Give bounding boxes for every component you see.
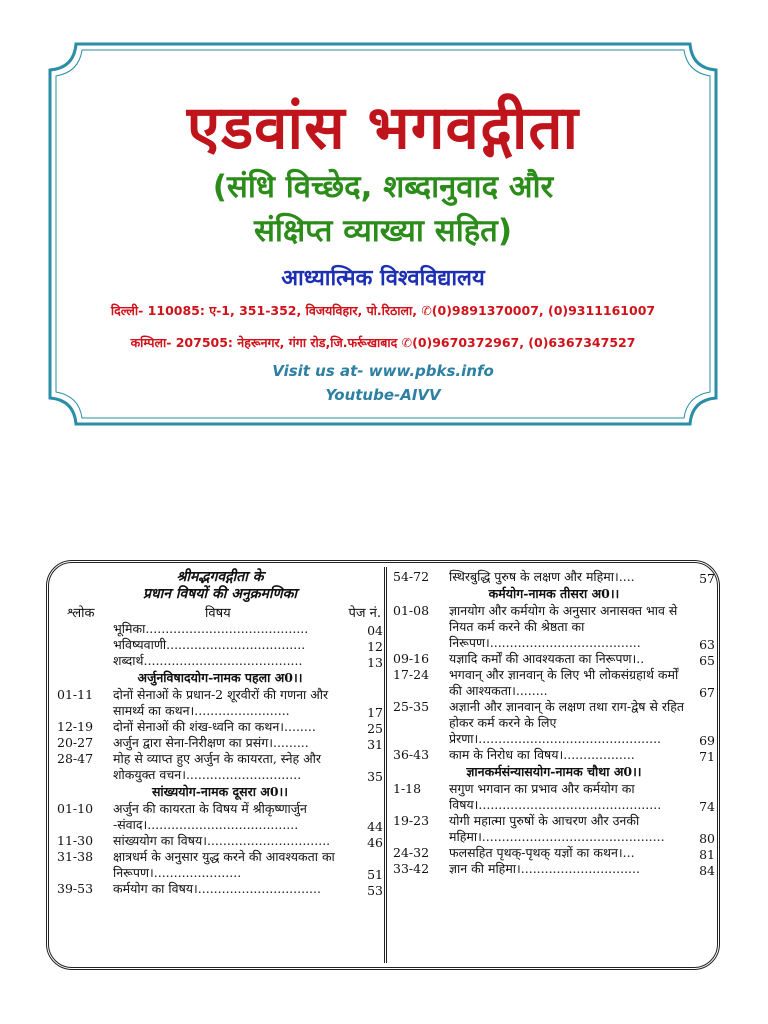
chapter-heading: कर्मयोग-नामक तीसरा अ0।। — [488, 586, 620, 601]
page-number: 74 — [699, 799, 715, 814]
index-row — [57, 833, 383, 849]
index-header-row — [57, 603, 383, 621]
shlok-range: 17-24 — [393, 667, 430, 682]
page-number: 31 — [367, 737, 383, 752]
shlok-range: 25-35 — [393, 699, 430, 714]
page-number: 71 — [699, 749, 715, 764]
index-row — [393, 651, 715, 667]
page-number: 04 — [367, 623, 383, 638]
index-row — [57, 751, 383, 783]
header-vishay: विषय — [205, 606, 231, 621]
index-rows-right — [393, 569, 715, 877]
shlok-range: 39-53 — [57, 881, 94, 896]
shlok-range: 24-32 — [393, 845, 430, 860]
page-number: 63 — [699, 637, 715, 652]
index-title-line-1: श्रीमद्भगवद्गीता के — [176, 569, 264, 585]
index-row — [57, 801, 383, 833]
topic-text: सगुण भगवान का प्रभाव और कर्मयोग का विषय।.............................................. — [449, 781, 662, 812]
index-rows-left — [57, 621, 383, 897]
topic-text: फलसहित पृथक्-पृथक् यज्ञों का कथन।... — [449, 845, 635, 860]
index-row — [393, 569, 715, 585]
header-shlok: श्लोक — [67, 606, 95, 621]
shlok-range: 1-18 — [393, 781, 422, 796]
index-row — [57, 719, 383, 735]
page-number: 65 — [699, 653, 715, 668]
header-page: पेज नं. — [348, 606, 381, 621]
topic-text: शब्दार्थ........................................ — [113, 653, 303, 668]
topic-text: क्षात्रधर्म के अनुसार युद्ध करने की आवश्यकता का निरूपण।...................... — [113, 849, 335, 880]
page-number: 51 — [367, 867, 383, 882]
address-delhi: दिल्ली- 110085: ए-1, 351-352, विजयविहार, पो.रिठाला, ✆(0)9891370007, (0)9311161007 — [110, 303, 656, 318]
page-number: 13 — [367, 655, 383, 670]
index-row — [393, 747, 715, 763]
index-column-right — [393, 569, 715, 877]
topic-text: स्थिरबुद्धि पुरुष के लक्षण और महिमा।.... — [449, 569, 635, 584]
index-column-left — [57, 569, 383, 897]
index-row — [393, 813, 715, 845]
shlok-range: 01-11 — [57, 687, 94, 702]
shlok-range: 28-47 — [57, 751, 94, 766]
page-number: 17 — [367, 705, 383, 720]
page-number: 67 — [699, 685, 715, 700]
index-row — [57, 881, 383, 897]
topic-text: मोह से व्याप्त हुए अर्जुन के कायरता, स्नेह और शोकयुक्त वचन।............................. — [113, 751, 322, 782]
subtitle-line-1: (संधि विच्छेद, शब्दानुवाद और — [212, 169, 554, 205]
page-number: 25 — [367, 721, 383, 736]
topic-text: अज्ञानी और ज्ञानवान् के लक्षण तथा राग-द्वेष से रहित होकर कर्म करने के लिए प्रेरणा।.............................................. — [449, 699, 684, 746]
topic-text: योगी महात्मा पुरुषों के आचरण और उनकी महिमा।.............................................. — [449, 813, 665, 844]
youtube-link[interactable]: Youtube-AIVV — [325, 386, 441, 404]
page-number: 12 — [367, 639, 383, 654]
topic-text: ज्ञानयोग और कर्मयोग के अनुसार अनासक्त भाव से नियत कर्म करने की श्रेष्ठता का निरूपण।...................................... — [449, 603, 678, 650]
topic-text: भविष्यवाणी................................... — [113, 637, 306, 652]
page-number: 80 — [699, 831, 715, 846]
page-number: 44 — [367, 819, 383, 834]
page-number: 84 — [699, 863, 715, 878]
column-divider — [384, 567, 387, 963]
index-row — [57, 653, 383, 669]
address-kampila: कम्पिला- 207505: नेहरूनगर, गंगा रोड,जि.फर्रूखाबाद ✆(0)9670372967, (0)6367347527 — [130, 335, 636, 350]
cover-panel — [46, 40, 720, 428]
organization-name: आध्यात्मिक विश्वविद्यालय — [281, 266, 485, 291]
shlok-range: 36-43 — [393, 747, 430, 762]
page-number: 81 — [699, 847, 715, 862]
topic-text: भगवान् और ज्ञानवान् के लिए भी लोकसंग्रहार्थ कर्मों की आश्यकता।........ — [449, 667, 679, 698]
index-row — [393, 861, 715, 877]
index-row — [57, 849, 383, 881]
index-row — [57, 637, 383, 653]
topic-text: भूमिका......................................... — [113, 621, 309, 636]
shlok-range: 01-08 — [393, 603, 430, 618]
book-title: एडवांस भगवद्गीता — [186, 93, 580, 163]
shlok-range: 09-16 — [393, 651, 430, 666]
index-row — [57, 687, 383, 719]
shlok-range: 31-38 — [57, 849, 94, 864]
topic-text: कर्मयोग का विषय।............................... — [113, 881, 321, 896]
index-row — [393, 781, 715, 813]
index-row — [393, 667, 715, 699]
page-number: 69 — [699, 733, 715, 748]
index-row — [393, 603, 715, 651]
shlok-range: 19-23 — [393, 813, 430, 828]
index-row — [57, 735, 383, 751]
shlok-range: 20-27 — [57, 735, 94, 750]
index-title-line-2: प्रधान विषयों की अनुक्रमणिका — [143, 586, 297, 602]
page-number: 53 — [367, 883, 383, 898]
topic-text: सांख्ययोग का विषय।............................... — [113, 833, 331, 848]
shlok-range: 12-19 — [57, 719, 94, 734]
chapter-heading: सांख्ययोग-नामक दूसरा अ0।। — [151, 784, 289, 799]
topic-text: दोनों सेनाओं की शंख-ध्वनि का कथन।........ — [113, 719, 316, 734]
index-row — [57, 621, 383, 637]
website-link[interactable]: Visit us at- www.pbks.info — [272, 362, 494, 380]
subtitle-line-2: संक्षिप्त व्याख्या सहित) — [253, 213, 513, 249]
index-table — [46, 560, 720, 970]
topic-text: काम के निरोध का विषय।.................. — [449, 747, 635, 762]
topic-text: ज्ञान की महिमा।.............................. — [449, 861, 640, 876]
shlok-range: 54-72 — [393, 569, 430, 584]
index-row — [393, 699, 715, 747]
index-row — [393, 845, 715, 861]
topic-text: अर्जुन की कायरता के विषय में श्रीकृष्णार्जुन -संवाद।...................................... — [113, 801, 307, 832]
topic-text: यज्ञादि कर्मों की आवश्यकता का निरूपण।.. — [449, 651, 645, 666]
page-number: 35 — [367, 769, 383, 784]
shlok-range: 33-42 — [393, 861, 430, 876]
shlok-range: 01-10 — [57, 801, 94, 816]
chapter-heading: ज्ञानकर्मसंन्यासयोग-नामक चौथा अ0।। — [466, 764, 642, 779]
page-number: 57 — [699, 571, 715, 586]
page-number: 46 — [367, 835, 383, 850]
chapter-heading: अर्जुनविषादयोग-नामक पहला अ0।। — [137, 670, 303, 685]
topic-text: अर्जुन द्वारा सेना-निरीक्षण का प्रसंग।......... — [113, 735, 309, 750]
shlok-range: 11-30 — [57, 833, 94, 848]
topic-text: दोनों सेनाओं के प्रधान-2 शूरवीरों की गणना और सामर्थ्य का कथन।........................ — [113, 687, 329, 718]
